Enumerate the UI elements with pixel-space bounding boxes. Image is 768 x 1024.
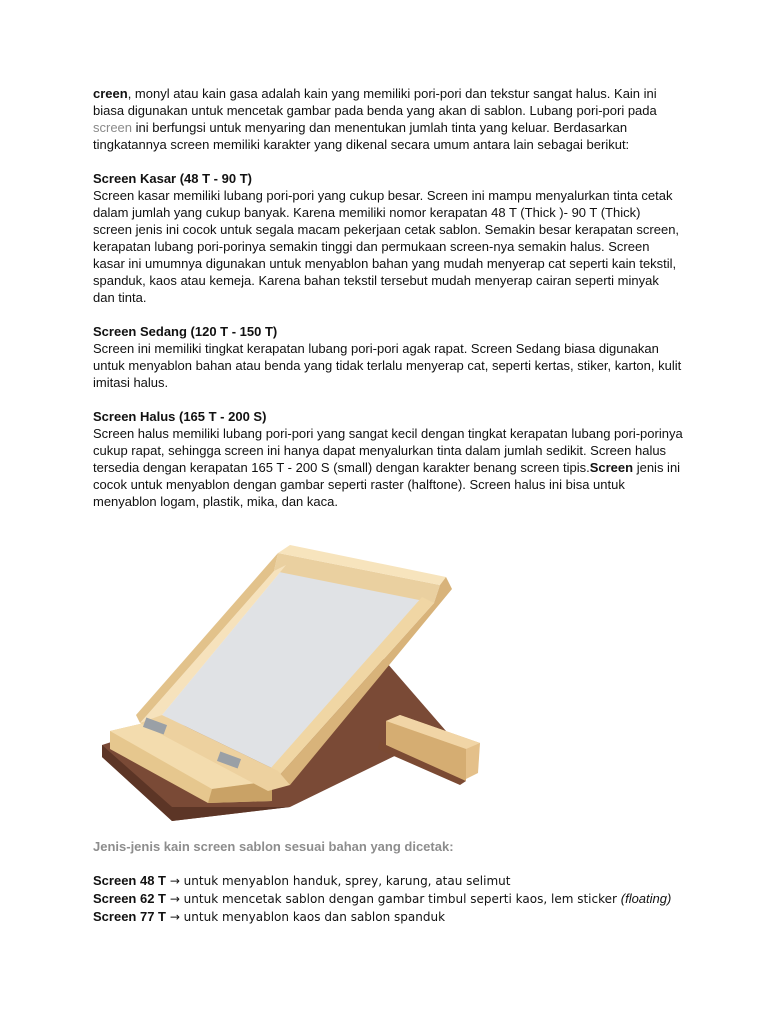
type-label: Screen 62 T [93,891,166,906]
intro-lead-word: creen [93,86,128,101]
intro-link-screen[interactable]: screen [93,120,133,135]
intro-text-1: , monyl atau kain gasa adalah kain yang memiliki pori-pori dan tekstur sangat halus. Kain ini biasa digunakan untuk mencetak gambar pada benda yang akan di sablon. Lubang pori-pori pada [93,86,657,118]
section-heading-halus: Screen Halus (165 T - 200 S) [93,409,267,424]
intro-text-2: ini berfungsi untuk menyaring dan menentukan jumlah tinta yang keluar. Berdasarkan tingkatannya screen memiliki karakter yang dikenal secara umum antara lain sebagai berikut: [93,120,630,152]
section-body-kasar: Screen kasar memiliki lubang pori-pori yang cukup besar. Screen ini mampu menyalurkan tinta cetak dalam jumlah yang cukup banyak. Karena memiliki nomor kerapatan 48 T (Thick )- 90 T (Thick) screen jenis ini cocok untuk segala macam pekerjaan cetak sablon. Semakin besar kerapatan screen, kerapatan lubang pori-porinya semakin tinggi dan permukaan screen-nya semakin halus. Screen kasar ini umumnya digunakan untuk menyablon bahan yang mudah menyerap cat seperti kain tekstil, spanduk, kaos atau kemeja. Karena bahan tekstil tersebut mudah menyerap cairan seperti minyak dan tinta. [93,188,680,305]
section-body-halus [93,425,683,510]
halus-bold-word: Screen [589,460,634,475]
type-description: → untuk mencetak sablon dengan gambar timbul seperti kaos, lem sticker [166,892,621,906]
section-heading-kasar: Screen Kasar (48 T - 90 T) [93,171,252,186]
halus-text-2: jenis ini cocok untuk menyablon dengan gambar seperti raster (halftone). Screen halus ini bisa untuk menyablon logam, plastik, mika, dan kaca. [93,460,681,509]
document-body [93,85,683,510]
type-label: Screen 48 T [93,873,166,888]
type-label: Screen 77 T [93,909,166,924]
list-item [93,908,713,926]
type-description: → untuk menyablon handuk, sprey, karung, atau selimut [166,874,511,888]
halus-text-1: Screen halus memiliki lubang pori-pori yang sangat kecil dengan tingkat kerapatan lubang pori-porinya cukup rapat, sehingga screen ini hanya dapat menyalurkan tinta dalam jumlah sedikit. Screen halus tersedia dengan kerapatan 165 T - 200 S (small) dengan karakter benang screen tipis. [93,426,683,475]
section-body-sedang: Screen ini memiliki tingkat kerapatan lubang pori-pori agak rapat. Screen Sedang biasa digunakan untuk menyablon bahan atau benda yang tidak terlalu menyerap cat, seperti kertas, stiker, karton, kulit imitasi halus. [93,341,682,390]
intro-paragraph [93,85,683,153]
type-description: → untuk menyablon kaos dan sablon spanduk [166,910,446,924]
section-heading-sedang: Screen Sedang (120 T - 150 T) [93,324,278,339]
types-heading: Jenis-jenis kain screen sablon sesuai bahan yang dicetak: [93,839,454,854]
list-item [93,890,713,908]
type-italic-note: (floating) [620,891,672,906]
list-item [93,872,713,890]
screen-frame-illustration [100,545,480,823]
screen-types-list [93,872,713,926]
